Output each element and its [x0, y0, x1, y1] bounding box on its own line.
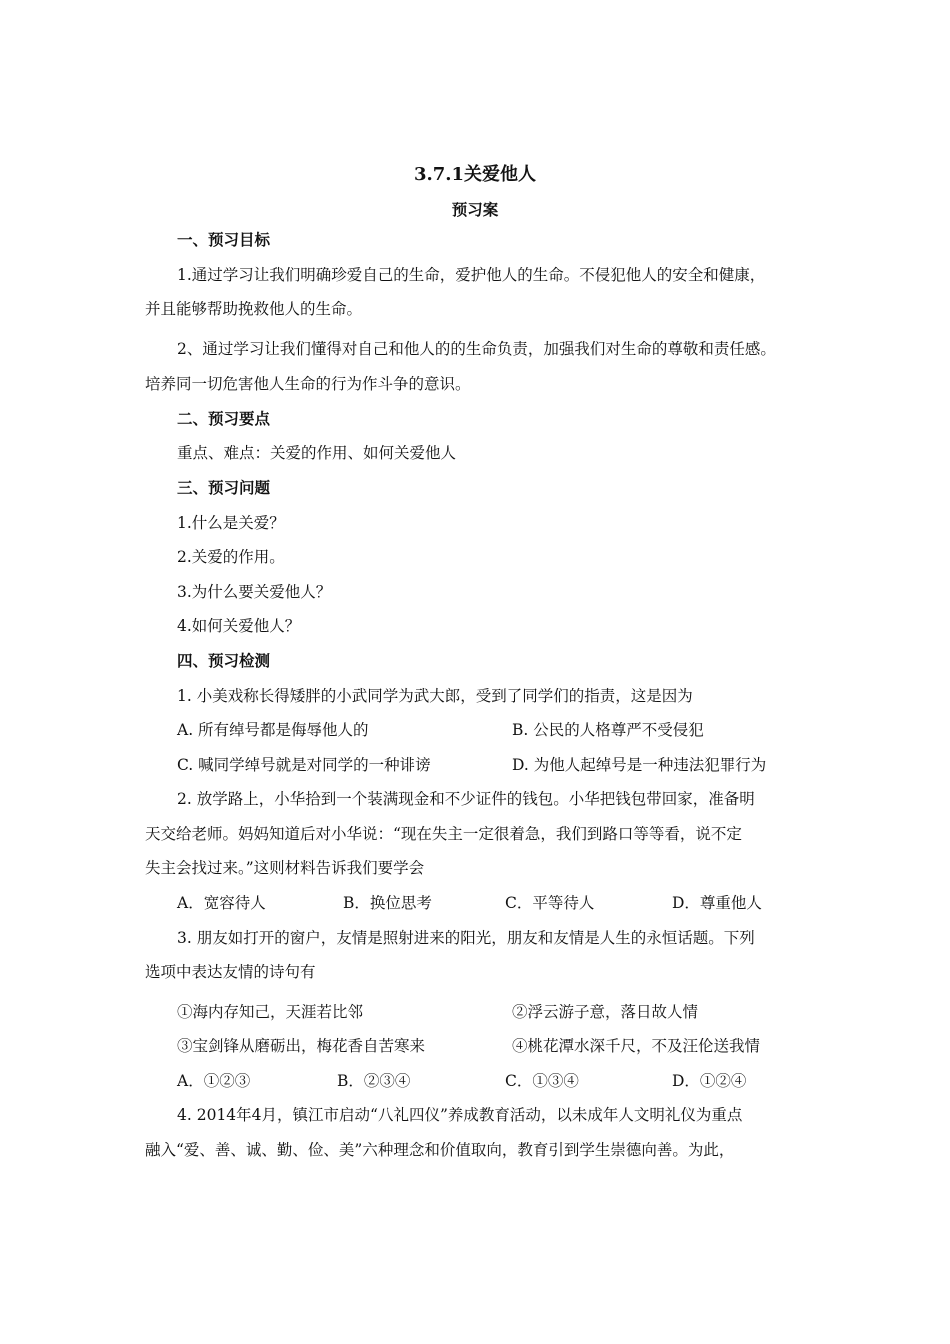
goal-2-line-1: 2、通过学习让我们懂得对自己和他人的的生命负责，加强我们对生命的尊敬和责任感。	[177, 340, 776, 358]
test-4-stem-line-1: 4. 2014年4月，镇江市启动“八礼四仪”养成教育活动，以未成年人文明礼仪为重点	[177, 1106, 743, 1124]
test-3-poem-4: ④桃花潭水深千尺，不及汪伦送我情	[512, 1037, 761, 1055]
question-3: 3.为什么要关爱他人？	[177, 583, 332, 601]
section-heading-key-points: 二、预习要点	[177, 409, 271, 428]
question-2: 2.关爱的作用。	[177, 548, 285, 566]
test-3-poem-2: ②浮云游子意，落日故人情	[512, 1003, 699, 1021]
test-2-option-c: C．平等待人	[505, 894, 595, 912]
section-heading-goals: 一、预习目标	[177, 230, 271, 249]
test-4-stem-line-2: 融入“爱、善、诚、勤、俭、美”六种理念和价值取向，教育引到学生崇德向善。为此，	[145, 1141, 735, 1159]
test-1-option-a: A. 所有绰号都是侮辱他人的	[177, 721, 369, 739]
document-subtitle: 预习案	[451, 200, 499, 219]
test-3-poem-3: ③宝剑锋从磨砺出，梅花香自苦寒来	[177, 1037, 426, 1055]
question-4: 4.如何关爱他人？	[177, 617, 301, 635]
goal-2-line-2: 培养同一切危害他人生命的行为作斗争的意识。	[145, 375, 471, 393]
test-2-stem-line-3: 失主会找过来。”这则材料告诉我们要学会	[145, 859, 425, 877]
test-3-poem-1: ①海内存知己，天涯若比邻	[177, 1003, 364, 1021]
test-1-option-d: D. 为他人起绰号是一种违法犯罪行为	[512, 756, 767, 774]
goal-1-line-2: 并且能够帮助挽救他人的生命。	[145, 300, 363, 318]
test-3-option-d: D．①②④	[672, 1072, 747, 1090]
section-heading-test: 四、预习检测	[177, 651, 271, 670]
test-1-option-c: C. 喊同学绰号就是对同学的一种诽谤	[177, 756, 431, 774]
goal-1-line-1: 1.通过学习让我们明确珍爱自己的生命，爱护他人的生命。不侵犯他人的安全和健康，	[177, 266, 766, 284]
test-3-stem-line-1: 3. 朋友如打开的窗户，友情是照射进来的阳光，朋友和友情是人生的永恒话题。下列	[177, 929, 755, 947]
question-1: 1.什么是关爱？	[177, 514, 285, 532]
test-2-stem-line-1: 2. 放学路上，小华拾到一个装满现金和不少证件的钱包。小华把钱包带回家，准备明	[177, 790, 755, 808]
key-points-text: 重点、难点：关爱的作用、如何关爱他人	[177, 444, 457, 462]
test-3-option-a: A．①②③	[177, 1072, 251, 1090]
section-heading-questions: 三、预习问题	[177, 478, 271, 497]
test-2-option-a: A．宽容待人	[177, 894, 266, 912]
document-title: 3.7.1关爱他人	[413, 164, 537, 185]
test-3-option-b: B．②③④	[337, 1072, 411, 1090]
test-3-option-c: C．①③④	[505, 1072, 579, 1090]
test-1-option-b: B. 公民的人格尊严不受侵犯	[512, 721, 704, 739]
test-2-option-d: D．尊重他人	[672, 894, 762, 912]
test-1-stem: 1. 小美戏称长得矮胖的小武同学为武大郎，受到了同学们的指责，这是因为	[177, 687, 693, 705]
test-2-option-b: B．换位思考	[343, 894, 432, 912]
test-2-stem-line-2: 天交给老师。妈妈知道后对小华说：“现在失主一定很着急，我们到路口等等看，说不定	[145, 825, 742, 843]
test-3-stem-line-2: 选项中表达友情的诗句有	[145, 963, 316, 981]
